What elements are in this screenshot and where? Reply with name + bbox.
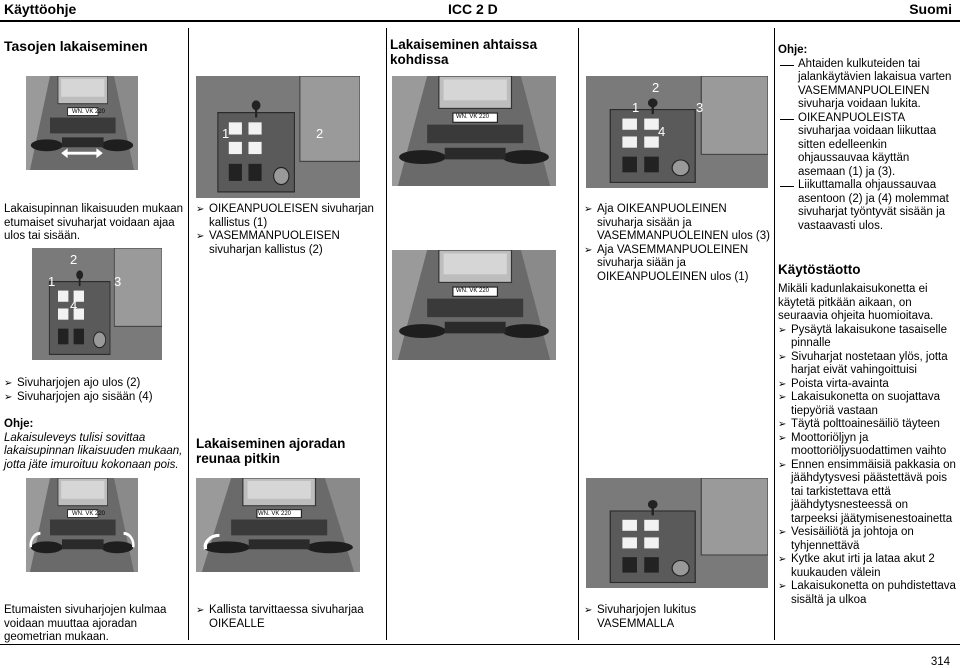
section-title: Lakaiseminen ajoradan reunaa pitkin: [196, 436, 346, 466]
header-center: ICC 2 D: [448, 1, 498, 17]
photo-plate: WN. VK 220: [258, 511, 292, 517]
col4-note: [778, 44, 956, 233]
bullet-item: ➢ Aja VASEMMANPUOLEINEN sivuharja siään ja OIKEANPUOLEINEN ulos (1): [584, 244, 770, 285]
panel-label-2: 2: [70, 252, 78, 267]
panel-label-1: 1: [222, 126, 230, 141]
bullet-item: ➢ VASEMMANPUOLEISEN sivuharjan kallistus (2): [196, 230, 380, 257]
header-left: Käyttöohje: [4, 1, 77, 17]
panel-label-1: 1: [632, 100, 640, 115]
bullet-item: ➢ Aja OIKEANPUOLEINEN sivuharja sisään ja VASEMMANPUOLEINEN ulos (3): [584, 203, 770, 244]
footer-rule: [0, 644, 960, 645]
bullet-item: ➢ Pysäytä lakaisukone tasaiselle pinnalle: [778, 324, 956, 351]
bullet-item: ➢ Sivuharjat nostetaan ylös, jotta harjat eivät vahingoittuisi: [778, 351, 956, 378]
panel-label-3: 3: [696, 100, 704, 115]
column-1: [4, 38, 184, 54]
col2-section: [196, 436, 380, 466]
bullet-item: ➢ Täytä polttoainesäiliö täyteen: [778, 418, 956, 432]
photo-narrow-sweep: [392, 250, 556, 360]
bullet-item: ➢ Kallista tarvittaessa sivuharjaa OIKEALLE: [196, 604, 380, 631]
col2-bullets2: [196, 604, 380, 631]
bullet-item: ➢ Vesisäiliötä ja johtoja on tyhjennettävä: [778, 526, 956, 553]
col1-caption1: [4, 203, 184, 244]
note-label: Ohje:: [778, 44, 808, 56]
intro-text: Mikäli kadunlakaisukonetta ei käytetä pitkään aikaan, on seuraavia ohjeita huomioitava.: [778, 283, 934, 322]
panel-label-4: 4: [658, 124, 666, 139]
dash-item: Liikuttamalla ohjaussauvaa asentoon (2) ja (4) molemmat sivuharjat työntyvät sisään ja vastaavasti ulos.: [778, 179, 956, 233]
section-title: Lakaiseminen ahtaissa kohdissa: [390, 37, 538, 67]
bullet-item: ➢ Poista virta-avainta: [778, 378, 956, 392]
photo-control-panel: [32, 248, 162, 360]
panel-label-2: 2: [316, 126, 324, 141]
column-divider: [578, 28, 579, 640]
col3-bullets: [584, 203, 770, 284]
photo-narrow-sweep: [392, 76, 556, 186]
photo-plate: WN. VK 220: [72, 109, 106, 115]
photo-plate: WN. VK 220: [456, 288, 490, 294]
col3-bullets2: [584, 604, 770, 631]
header-right: Suomi: [909, 1, 952, 17]
photo-control-panel-lock: [586, 478, 768, 588]
bullet-item: ➢ Ennen ensimmäisiä pakkasia on jäähdytysvesi päästettävä pois tai tarkistettava että jäähdytysnesteessä on tarpeeksi jäätymisenestoainetta: [778, 459, 956, 527]
bullet-item: ➢ Sivuharjojen ajo ulos (2): [4, 377, 184, 391]
section-title: Käytöstäotto: [778, 262, 861, 277]
panel-label-2: 2: [652, 80, 660, 95]
column-divider: [386, 28, 387, 640]
page-number: 314: [930, 656, 950, 668]
photo-control-panel: [586, 76, 768, 188]
bullet-item: ➢ Kytke akut irti ja lataa akut 2 kuukauden välein: [778, 553, 956, 580]
photo-brush-angle: [26, 478, 138, 572]
photo-plate: WN. VK 220: [456, 114, 490, 120]
dash-item: OIKEANPUOLEISTA sivuharjaa voidaan liikuttaa sitten edelleenkin ohjaussauvaa käyttän asemaan (1) ja (3).: [778, 112, 956, 180]
photo-curb-sweep: [196, 478, 360, 572]
panel-label-1: 1: [48, 274, 56, 289]
column-divider: [774, 28, 775, 640]
col1-caption2: [4, 604, 184, 645]
col1-bullets: [4, 377, 184, 404]
panel-label-3: 3: [114, 274, 122, 289]
col2-bullets: [196, 203, 380, 257]
bullet-item: ➢ Lakaisukonetta on puhdistettava sisältä ja ulkoa: [778, 580, 956, 607]
photo-sweeper-brushes: [26, 76, 138, 170]
column-divider: [188, 28, 189, 640]
col3-section: [390, 37, 572, 67]
bullet-item: ➢ Moottoriöljyn ja moottoriöljysuodattimen vaihto: [778, 432, 956, 459]
photo-plate: WN. VK 220: [72, 511, 106, 517]
col1-note: [4, 418, 184, 472]
col4-section: [778, 262, 956, 607]
bullet-item: ➢ Sivuharjojen lukitus VASEMMALLA: [584, 604, 770, 631]
photo-control-panel: [196, 76, 360, 198]
note-label: Ohje:: [4, 418, 34, 430]
caption-text: Etumaisten sivuharjojen kulmaa voidaan muuttaa ajoradan geometrian mukaan.: [4, 604, 167, 643]
bullet-item: ➢ Lakaisukonetta on suojattava tiepyöriä vastaan: [778, 391, 956, 418]
caption-text: Lakaisupinnan likaisuuden mukaan etumaiset sivuharjat voidaan ajaa ulos tai sisään.: [4, 203, 184, 242]
bullet-item: ➢ OIKEANPUOLEISEN sivuharjan kallistus (1): [196, 203, 380, 230]
dash-item: Ahtaiden kulkuteiden tai jalankäytävien lakaisua varten VASEMMANPUOLEINEN sivuharja voidaan lukita.: [778, 58, 956, 112]
panel-label-4: 4: [70, 298, 78, 313]
bullet-item: ➢ Sivuharjojen ajo sisään (4): [4, 391, 184, 405]
section-title: Tasojen lakaiseminen: [4, 38, 148, 54]
note-text: Lakaisuleveys tulisi sovittaa lakaisupinnan likaisuuden mukaan, jotta jäte imuroituu kokonaan pois.: [4, 431, 183, 471]
page-header: [0, 0, 960, 22]
